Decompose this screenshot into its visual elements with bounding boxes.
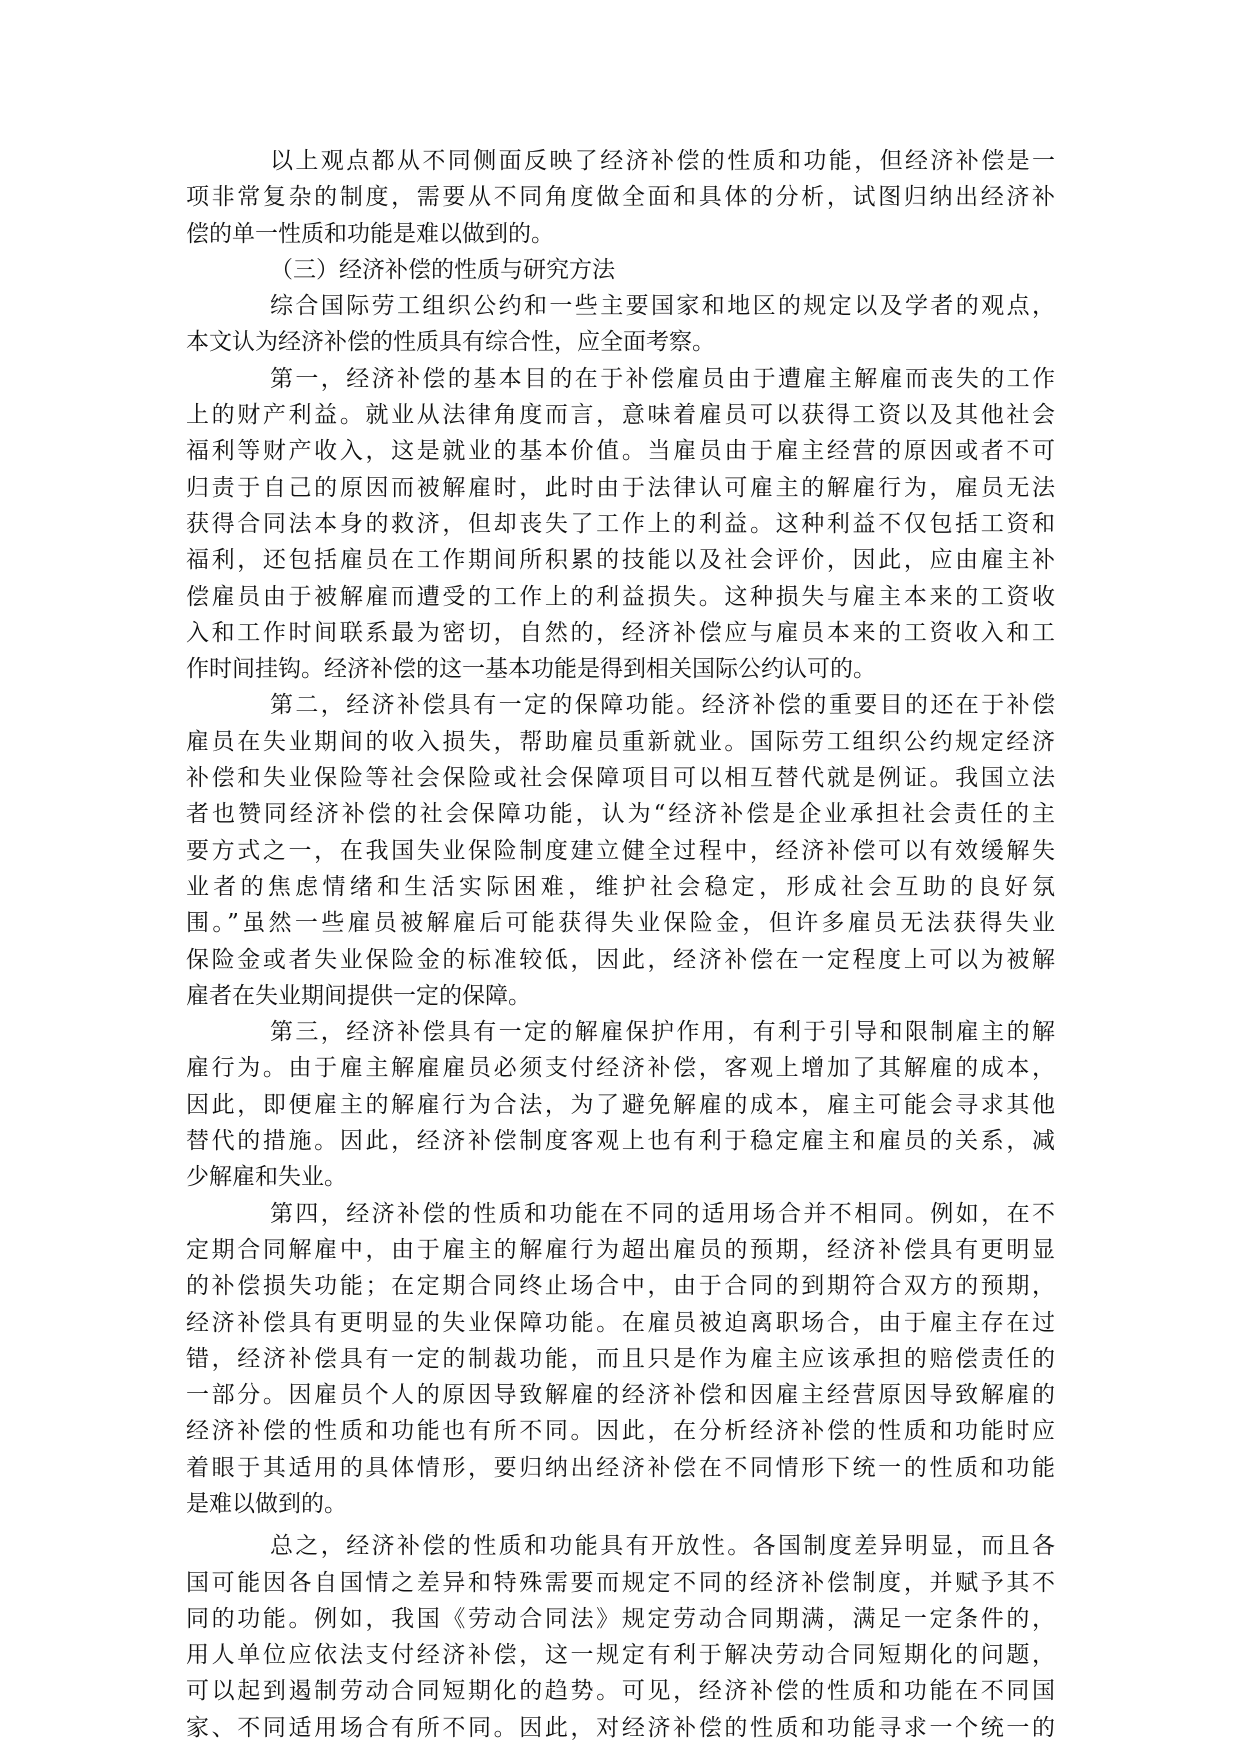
text-line: 因此，即便雇主的解雇行为合法，为了避免解雇的成本，雇主可能会寻求其他 xyxy=(186,1091,1055,1118)
text-line: 第四，经济补偿的性质和功能在不同的适用场合并不相同。例如，在不 xyxy=(270,1200,1055,1227)
body-paragraph xyxy=(186,1196,1055,1523)
text-line: 雇者在失业期间提供一定的保障。 xyxy=(186,982,531,1009)
body-paragraph xyxy=(186,361,1055,688)
text-line: 可以起到遏制劳动合同短期化的趋势。可见，经济补偿的性质和功能在不同国 xyxy=(186,1678,1055,1705)
text-line: 本文认为经济补偿的性质具有综合性，应全面考察。 xyxy=(186,329,715,356)
text-line: 着眼于其适用的具体情形，要归纳出经济补偿在不同情形下统一的性质和功能 xyxy=(186,1454,1055,1481)
text-line: 第二，经济补偿具有一定的保障功能。经济补偿的重要目的还在于补偿 xyxy=(270,692,1055,719)
text-line: 业者的焦虑情绪和生活实际困难，维护社会稳定，形成社会互助的良好氛 xyxy=(186,873,1055,900)
text-line: 用人单位应依法支付经济补偿，这一规定有利于解决劳动合同短期化的问题， xyxy=(186,1642,1055,1669)
text-line: 综合国际劳工组织公约和一些主要国家和地区的规定以及学者的观点， xyxy=(270,293,1055,320)
text-line: 入和工作时间联系最为密切，自然的，经济补偿应与雇员本来的工资收入和工 xyxy=(186,619,1055,646)
text-line: 替代的措施。因此，经济补偿制度客观上也有利于稳定雇主和雇员的关系，减 xyxy=(186,1128,1055,1155)
text-line: 少解雇和失业。 xyxy=(186,1164,347,1191)
section-heading xyxy=(186,252,1055,288)
text-line: 经济补偿的性质和功能也有所不同。因此，在分析经济补偿的性质和功能时应 xyxy=(186,1418,1055,1445)
text-line: 偿雇员由于被解雇而遭受的工作上的利益损失。这种损失与雇主本来的工资收 xyxy=(186,583,1055,610)
text-line: 上的财产利益。就业从法律角度而言，意味着雇员可以获得工资以及其他社会 xyxy=(186,402,1055,429)
text-line: 是难以做到的。 xyxy=(186,1490,347,1517)
text-line: 围。”虽然一些雇员被解雇后可能获得失业保险金，但许多雇员无法获得失业 xyxy=(186,910,1055,937)
text-line: 福利等财产收入，这是就业的基本价值。当雇员由于雇主经营的原因或者不可 xyxy=(186,438,1055,465)
text-line: 偿的单一性质和功能是难以做到的。 xyxy=(186,220,554,247)
body-paragraph xyxy=(186,1528,1055,1746)
text-line: 错，经济补偿具有一定的制裁功能，而且只是作为雇主应该承担的赔偿责任的 xyxy=(186,1345,1055,1372)
text-line: 雇行为。由于雇主解雇雇员必须支付经济补偿，客观上增加了其解雇的成本， xyxy=(186,1055,1055,1082)
text-line: 的补偿损失功能；在定期合同终止场合中，由于合同的到期符合双方的预期， xyxy=(186,1273,1055,1300)
text-line: 国可能因各自国情之差异和特殊需要而规定不同的经济补偿制度，并赋予其不 xyxy=(186,1569,1055,1596)
text-line: 获得合同法本身的救济，但却丧失了工作上的利益。这种利益不仅包括工资和 xyxy=(186,510,1055,537)
document-page xyxy=(186,143,1055,1746)
text-line: （三）经济补偿的性质与研究方法 xyxy=(270,256,615,283)
text-line: 总之，经济补偿的性质和功能具有开放性。各国制度差异明显，而且各 xyxy=(270,1533,1055,1560)
text-line: 家、不同适用场合有所不同。因此，对经济补偿的性质和功能寻求一个统一的 xyxy=(186,1714,1055,1741)
text-line: 补偿和失业保险等社会保险或社会保障项目可以相互替代就是例证。我国立法 xyxy=(186,765,1055,792)
body-paragraph xyxy=(186,288,1055,361)
text-line: 福利，还包括雇员在工作期间所积累的技能以及社会评价，因此，应由雇主补 xyxy=(186,547,1055,574)
text-line: 归责于自己的原因而被解雇时，此时由于法律认可雇主的解雇行为，雇员无法 xyxy=(186,474,1055,501)
text-line: 第三，经济补偿具有一定的解雇保护作用，有利于引导和限制雇主的解 xyxy=(270,1019,1055,1046)
text-line: 第一，经济补偿的基本目的在于补偿雇员由于遭雇主解雇而丧失的工作 xyxy=(270,365,1055,392)
text-line: 同的功能。例如，我国《劳动合同法》规定劳动合同期满，满足一定条件的， xyxy=(186,1605,1055,1632)
text-line: 保险金或者失业保险金的标准较低，因此，经济补偿在一定程度上可以为被解 xyxy=(186,946,1055,973)
text-line: 者也赞同经济补偿的社会保障功能，认为“经济补偿是企业承担社会责任的主 xyxy=(186,801,1055,828)
text-line: 作时间挂钩。经济补偿的这一基本功能是得到相关国际公约认可的。 xyxy=(186,656,876,683)
text-line: 雇员在失业期间的收入损失，帮助雇员重新就业。国际劳工组织公约规定经济 xyxy=(186,728,1055,755)
text-line: 以上观点都从不同侧面反映了经济补偿的性质和功能，但经济补偿是一 xyxy=(270,148,1055,174)
body-paragraph xyxy=(186,687,1055,1014)
text-line: 项非常复杂的制度，需要从不同角度做全面和具体的分析，试图归纳出经济补 xyxy=(186,184,1055,211)
text-line: 要方式之一，在我国失业保险制度建立健全过程中，经济补偿可以有效缓解失 xyxy=(186,837,1055,864)
body-paragraph xyxy=(186,143,1055,252)
text-line: 经济补偿具有更明显的失业保障功能。在雇员被迫离职场合，由于雇主存在过 xyxy=(186,1309,1055,1336)
text-line: 一部分。因雇员个人的原因导致解雇的经济补偿和因雇主经营原因导致解雇的 xyxy=(186,1382,1055,1409)
text-line: 定期合同解雇中，由于雇主的解雇行为超出雇员的预期，经济补偿具有更明显 xyxy=(186,1236,1055,1263)
body-paragraph xyxy=(186,1014,1055,1195)
